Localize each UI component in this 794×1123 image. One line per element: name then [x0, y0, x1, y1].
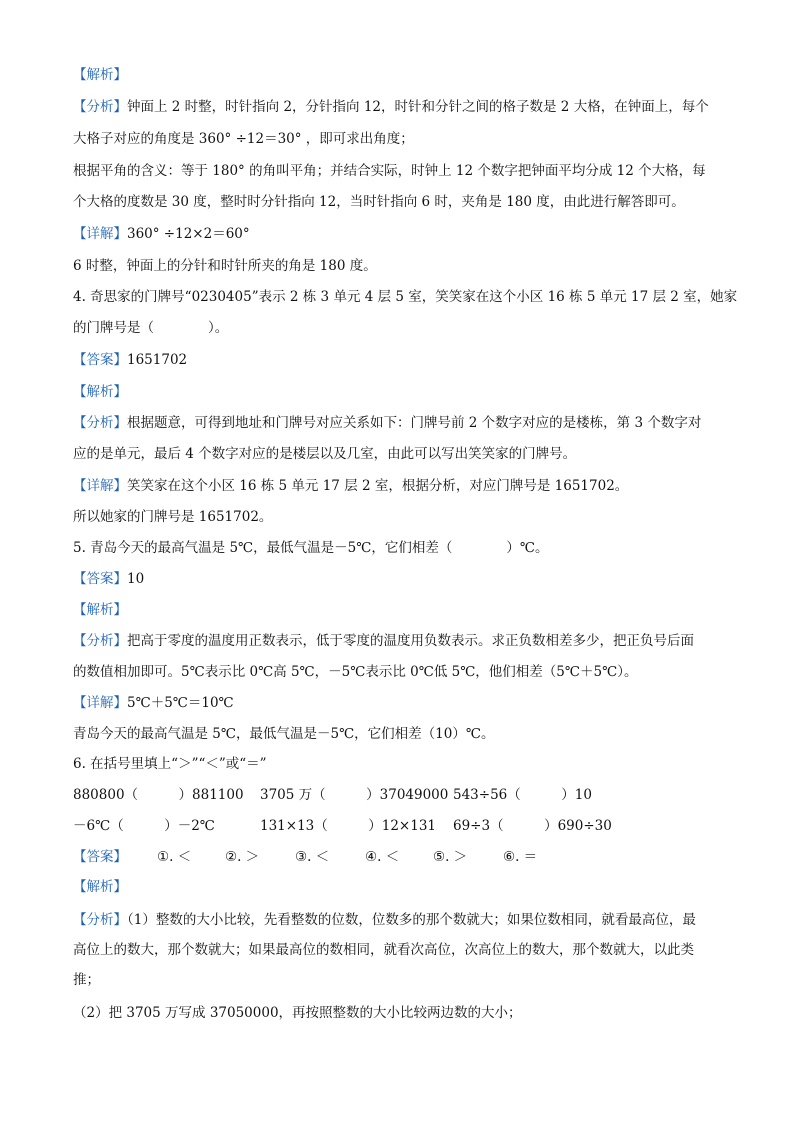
- text-line: [73, 877, 127, 897]
- line-text: 高位上的数大，那个数就大；如果最高位的数相同，就看次高位，次高位上的数大，那个数就大，以此类: [73, 942, 694, 958]
- text-line: [73, 444, 576, 464]
- text-line: [73, 631, 694, 651]
- line-text: 根据题意，可得到地址和门牌号对应关系如下：门牌号前 2 个数字对应的是楼栋，第 3 个数字对: [127, 415, 702, 431]
- line-text: 大格子对应的角度是 360° ÷12＝30° ，即可求出角度；: [73, 131, 414, 147]
- text-line: [73, 724, 494, 744]
- section-tag: 【解析】: [73, 384, 127, 400]
- line-text: 钟面上 2 时整，时针指向 2，分针指向 12，时针和分针之间的格子数是 2 大格，在钟面上，每个: [127, 99, 709, 115]
- section-tag: 【详解】: [73, 478, 127, 494]
- line-text: 4. 奇思家的门牌号“0230405”表示 2 栋 3 单元 4 层 5 室，笑笑家在这个小区 16 栋 5 单元 17 层 2 室，她家: [73, 289, 738, 305]
- section-tag: 【答案】: [73, 352, 127, 368]
- line-text: 6. 在括号里填上“＞”“＜”或“＝”: [73, 756, 267, 772]
- section-tag: 【解析】: [73, 879, 127, 895]
- text-line: [73, 693, 234, 713]
- compare-item: －6℃（ ）－2℃: [73, 818, 215, 834]
- text-line: [73, 538, 548, 558]
- answer-item: ①. ＜: [157, 849, 192, 865]
- text-line: [73, 507, 272, 527]
- text-line: [73, 600, 127, 620]
- answer-item: ③. ＜: [295, 849, 330, 865]
- compare-item: 3705 万（ ）37049000: [260, 787, 449, 803]
- text-line: [73, 318, 228, 338]
- section-tag: 【解析】: [73, 602, 127, 618]
- text-line: [73, 413, 701, 433]
- line-text: （2）把 3705 万写成 37050000，再按照整数的大小比较两边数的大小；: [73, 1005, 522, 1021]
- text-line: [73, 97, 709, 117]
- section-tag: 【分析】: [73, 415, 127, 431]
- text-line: [73, 910, 696, 930]
- text-line: [73, 192, 685, 212]
- compare-item: 543÷56（ ）10: [453, 787, 592, 803]
- line-text: 6 时整，钟面上的分针和时针所夹的角是 180 度。: [73, 258, 377, 274]
- text-line: [73, 256, 377, 276]
- line-text: 的数值相加即可。5℃表示比 0℃高 5℃，－5℃表示比 0℃低 5℃，他们相差（5℃＋5℃）。: [73, 664, 638, 680]
- text-line: [73, 65, 127, 85]
- line-text: 5℃＋5℃＝10℃: [127, 695, 234, 711]
- section-tag: 【答案】: [73, 571, 127, 587]
- line-text: 青岛今天的最高气温是 5℃，最低气温是－5℃，它们相差（10）℃。: [73, 726, 495, 742]
- text-line: [73, 662, 637, 682]
- text-line: [73, 754, 267, 774]
- line-text: 360° ÷12×2＝60°: [127, 226, 250, 242]
- line-text: 个大格的度数是 30 度，整时时分针指向 12，当时针指向 6 时，夹角是 180 度，由此进行解答即可。: [73, 194, 685, 210]
- text-line: [73, 161, 706, 181]
- line-text: （1）整数的大小比较，先看整数的位数，位数多的那个数就大；如果位数相同，就看最高位，最: [127, 912, 696, 928]
- section-tag: 【详解】: [73, 695, 127, 711]
- answer-item: ④. ＜: [365, 849, 400, 865]
- line-text: 所以她家的门牌号是 1651702。: [73, 509, 273, 525]
- answer-item: ②. ＞: [225, 849, 260, 865]
- line-text: 推；: [73, 972, 100, 988]
- text-line: [73, 940, 694, 960]
- text-line: [73, 970, 100, 990]
- compare-item: 880800（ ）881100: [73, 787, 244, 803]
- text-line: [73, 1003, 522, 1023]
- line-text: 应的是单元，最后 4 个数字对应的是楼层以及几室，由此可以写出笑笑家的门牌号。: [73, 446, 577, 462]
- section-tag: 【分析】: [73, 912, 127, 928]
- compare-item: 131×13（ ）12×131: [260, 818, 437, 834]
- line-text: 5. 青岛今天的最高气温是 5℃，最低气温是－5℃，它们相差（ ）℃。: [73, 540, 549, 556]
- line-text: 把高于零度的温度用正数表示，低于零度的温度用负数表示。求正负数相差多少，把正负号后面: [127, 633, 694, 649]
- text-line: [73, 287, 737, 307]
- text-line: [73, 129, 414, 149]
- section-tag: 【解析】: [73, 67, 127, 83]
- text-line: [73, 476, 628, 496]
- section-tag: 【详解】: [73, 226, 127, 242]
- line-text: 根据平角的含义：等于 180° 的角叫平角；并结合实际，时钟上 12 个数字把钟面平均分成 12 个大格，每: [73, 163, 706, 179]
- answer-tag: 【答案】: [73, 849, 127, 865]
- text-line: [73, 382, 127, 402]
- section-tag: 【分析】: [73, 633, 127, 649]
- line-text: 10: [127, 571, 145, 587]
- text-line: [73, 569, 144, 589]
- answer-item: ⑥. ＝: [503, 849, 538, 865]
- section-tag: 【分析】: [73, 99, 127, 115]
- text-line: [73, 224, 250, 244]
- line-text: 笑笑家在这个小区 16 栋 5 单元 17 层 2 室，根据分析，对应门牌号是 1651702。: [127, 478, 629, 494]
- answer-item: ⑤. ＞: [433, 849, 468, 865]
- text-line: [73, 350, 187, 370]
- compare-item: 69÷3（ ）690÷30: [453, 818, 612, 834]
- line-text: 的门牌号是（ ）。: [73, 320, 229, 336]
- line-text: 1651702: [127, 352, 188, 368]
